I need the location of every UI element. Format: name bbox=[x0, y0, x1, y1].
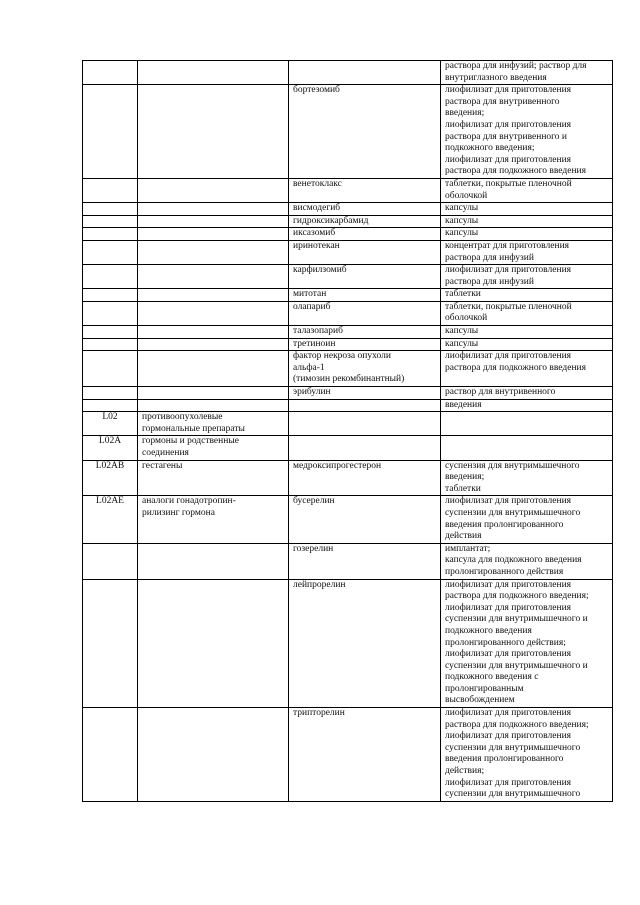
table-row bbox=[83, 338, 613, 351]
dosage-form-line: лиофилизат для приготовления bbox=[445, 85, 572, 96]
drug-name-cell bbox=[289, 579, 441, 708]
dosage-form-cell bbox=[441, 579, 613, 708]
dosage-form-line: лиофилизат для приготовления bbox=[445, 154, 572, 165]
dosage-form-cell bbox=[441, 85, 613, 179]
dosage-form-line: внутриглазного введения bbox=[445, 72, 547, 83]
dosage-form-line: раствора для подкожного введения bbox=[445, 166, 586, 177]
dosage-form-line: оболочкой bbox=[445, 190, 488, 201]
dosage-form-line: пролонгированного действия; bbox=[445, 637, 566, 648]
atc-code-cell bbox=[83, 543, 138, 579]
drug-name-cell bbox=[289, 178, 441, 202]
dosage-form-line: лиофилизат для приготовления bbox=[445, 777, 572, 788]
atc-code-cell bbox=[83, 289, 138, 302]
dosage-form-line: капсулы bbox=[445, 228, 479, 239]
dosage-form-line: раствора для подкожного введения; bbox=[445, 719, 589, 730]
atc-group-cell bbox=[138, 579, 289, 708]
atc-group-cell bbox=[138, 460, 289, 496]
atc-group-line: рилизинг гормона bbox=[142, 507, 215, 518]
drug-name-cell bbox=[289, 387, 441, 400]
atc-code-text: L02AE bbox=[96, 496, 124, 507]
dosage-form-line: суспензии для внутримышечного bbox=[445, 742, 581, 753]
atc-code-cell bbox=[83, 178, 138, 202]
dosage-form-line: таблетки, покрытые пленочной bbox=[445, 178, 572, 189]
drug-name-cell bbox=[289, 228, 441, 241]
dosage-form-line: капсулы bbox=[445, 203, 479, 214]
dosage-form-line: капсулы bbox=[445, 326, 479, 337]
table-row bbox=[83, 265, 613, 289]
drug-name-line: гозерелин bbox=[293, 543, 334, 554]
drug-name-line: висмодегиб bbox=[293, 203, 341, 214]
dosage-form-cell bbox=[441, 203, 613, 216]
table-row bbox=[83, 387, 613, 400]
drug-name-cell bbox=[289, 351, 441, 387]
dosage-form-line: лиофилизат для приготовления bbox=[445, 351, 572, 362]
atc-code-text: L02 bbox=[102, 412, 118, 423]
dosage-form-cell bbox=[441, 708, 613, 802]
dosage-form-line: суспензия для внутримышечного bbox=[445, 460, 580, 471]
dosage-form-cell bbox=[441, 351, 613, 387]
dosage-form-line: лиофилизат для приготовления bbox=[445, 731, 572, 742]
table-row bbox=[83, 240, 613, 264]
atc-code-cell bbox=[83, 215, 138, 228]
atc-group-cell bbox=[138, 203, 289, 216]
drug-name-cell bbox=[289, 240, 441, 264]
drug-name-line: фактор некроза опухоли bbox=[293, 351, 391, 362]
dosage-form-line: раствора для подкожного введения bbox=[445, 362, 586, 373]
dosage-form-line: суспензии для внутримышечного bbox=[445, 507, 581, 518]
dosage-form-cell bbox=[441, 399, 613, 412]
drug-name-line: гидроксикарбамид bbox=[293, 215, 369, 226]
dosage-form-line: лиофилизат для приготовления bbox=[445, 265, 572, 276]
drug-name-cell bbox=[289, 265, 441, 289]
dosage-form-line: раствора для инфузий bbox=[445, 276, 534, 287]
drug-name-cell bbox=[289, 215, 441, 228]
atc-code-cell bbox=[83, 326, 138, 339]
atc-group-cell bbox=[138, 436, 289, 460]
atc-group-cell bbox=[138, 228, 289, 241]
dosage-form-cell bbox=[441, 301, 613, 325]
atc-group-cell bbox=[138, 338, 289, 351]
dosage-form-line: введения; bbox=[445, 108, 485, 119]
drug-name-line: иксазомиб bbox=[293, 228, 336, 239]
atc-group-cell bbox=[138, 399, 289, 412]
dosage-form-line: действия; bbox=[445, 766, 485, 777]
atc-code-cell bbox=[83, 203, 138, 216]
dosage-form-line: раствора для инфузий bbox=[445, 252, 534, 263]
atc-code-cell bbox=[83, 351, 138, 387]
drug-name-cell bbox=[289, 708, 441, 802]
drug-name-line: лейпрорелин bbox=[293, 579, 346, 590]
dosage-form-line: лиофилизат для приготовления bbox=[445, 708, 572, 719]
dosage-form-line: пролонгированного действия bbox=[445, 566, 564, 577]
dosage-form-line: высвобождением bbox=[445, 695, 515, 706]
dosage-form-line: раствора для внутривенного и bbox=[445, 131, 568, 142]
atc-code-cell bbox=[83, 460, 138, 496]
dosage-form-line: раствор для внутривенного bbox=[445, 387, 556, 398]
table-row bbox=[83, 215, 613, 228]
dosage-form-line: подкожного введения bbox=[445, 625, 532, 636]
dosage-form-line: введения пролонгированного bbox=[445, 519, 564, 530]
dosage-form-line: концентрат для приготовления bbox=[445, 240, 570, 251]
atc-code-cell bbox=[83, 228, 138, 241]
atc-code-text: L02AB bbox=[95, 460, 125, 471]
drug-table-body bbox=[83, 61, 613, 802]
dosage-form-line: капсула для подкожного введения bbox=[445, 555, 582, 566]
atc-group-line: гормоны и родственные bbox=[142, 436, 239, 447]
drug-name-cell bbox=[289, 61, 441, 85]
atc-group-cell bbox=[138, 215, 289, 228]
dosage-form-line: раствора для внутривенного bbox=[445, 96, 560, 107]
table-row bbox=[83, 326, 613, 339]
atc-group-cell bbox=[138, 543, 289, 579]
dosage-form-line: лиофилизат для приготовления bbox=[445, 119, 572, 130]
table-row bbox=[83, 543, 613, 579]
table-row bbox=[83, 203, 613, 216]
dosage-form-cell bbox=[441, 387, 613, 400]
dosage-form-line: таблетки bbox=[445, 289, 481, 300]
dosage-form-cell bbox=[441, 228, 613, 241]
atc-group-line: противоопухолевые bbox=[142, 412, 223, 423]
drug-table bbox=[82, 60, 613, 802]
table-row bbox=[83, 228, 613, 241]
atc-group-cell bbox=[138, 85, 289, 179]
atc-group-line: гормональные препараты bbox=[142, 423, 245, 434]
atc-group-cell bbox=[138, 289, 289, 302]
table-row bbox=[83, 178, 613, 202]
table-row bbox=[83, 301, 613, 325]
dosage-form-line: суспензии для внутримышечного и bbox=[445, 660, 588, 671]
dosage-form-line: введения bbox=[445, 399, 482, 410]
atc-group-cell bbox=[138, 387, 289, 400]
atc-code-cell bbox=[83, 338, 138, 351]
atc-group-cell bbox=[138, 496, 289, 543]
drug-name-line: венетоклакс bbox=[293, 178, 342, 189]
dosage-form-cell bbox=[441, 412, 613, 436]
atc-group-cell bbox=[138, 301, 289, 325]
drug-name-cell bbox=[289, 460, 441, 496]
drug-name-line: медроксипрогестерон bbox=[293, 460, 382, 471]
drug-name-cell bbox=[289, 436, 441, 460]
dosage-form-cell bbox=[441, 338, 613, 351]
atc-group-cell bbox=[138, 351, 289, 387]
dosage-form-cell bbox=[441, 326, 613, 339]
atc-group-cell bbox=[138, 412, 289, 436]
drug-name-line: талазопариб bbox=[293, 326, 343, 337]
atc-code-cell bbox=[83, 496, 138, 543]
dosage-form-line: таблетки, покрытые пленочной bbox=[445, 301, 572, 312]
drug-name-cell bbox=[289, 301, 441, 325]
drug-name-line: (тимозин рекомбинантный) bbox=[293, 374, 405, 385]
atc-code-cell bbox=[83, 85, 138, 179]
dosage-form-line: действия bbox=[445, 531, 482, 542]
dosage-form-cell bbox=[441, 543, 613, 579]
drug-name-cell bbox=[289, 412, 441, 436]
dosage-form-cell bbox=[441, 61, 613, 85]
dosage-form-line: введения; bbox=[445, 472, 485, 483]
dosage-form-cell bbox=[441, 178, 613, 202]
dosage-form-cell bbox=[441, 240, 613, 264]
dosage-form-line: раствора для подкожного введения; bbox=[445, 591, 589, 602]
atc-code-cell bbox=[83, 399, 138, 412]
dosage-form-line: введения пролонгированного bbox=[445, 754, 564, 765]
dosage-form-line: лиофилизат для приготовления bbox=[445, 649, 572, 660]
dosage-form-line: суспензии для внутримышечного bbox=[445, 789, 581, 800]
atc-code-text: L02A bbox=[98, 436, 122, 447]
dosage-form-cell bbox=[441, 215, 613, 228]
table-row bbox=[83, 61, 613, 85]
dosage-form-line: таблетки bbox=[445, 483, 481, 494]
dosage-form-line: подкожного введения с bbox=[445, 672, 539, 683]
drug-name-line: бортезомиб bbox=[293, 85, 340, 96]
atc-group-cell bbox=[138, 708, 289, 802]
table-row bbox=[83, 399, 613, 412]
table-row bbox=[83, 579, 613, 708]
atc-code-cell bbox=[83, 708, 138, 802]
table-row bbox=[83, 289, 613, 302]
atc-code-cell bbox=[83, 301, 138, 325]
dosage-form-line: суспензии для внутримышечного и bbox=[445, 614, 588, 625]
drug-name-line: альфа-1 bbox=[293, 362, 325, 373]
atc-code-cell bbox=[83, 61, 138, 85]
table-row bbox=[83, 708, 613, 802]
dosage-form-line: раствора для инфузий; раствор для bbox=[445, 61, 587, 71]
drug-name-line: олапариб bbox=[293, 301, 331, 312]
drug-name-cell bbox=[289, 289, 441, 302]
dosage-form-line: оболочкой bbox=[445, 313, 488, 324]
atc-group-line: гестагены bbox=[142, 460, 183, 471]
drug-name-line: митотан bbox=[293, 289, 327, 300]
drug-name-line: иринотекан bbox=[293, 240, 340, 251]
dosage-form-line: капсулы bbox=[445, 215, 479, 226]
dosage-form-cell bbox=[441, 460, 613, 496]
table-row bbox=[83, 85, 613, 179]
drug-name-line: карфилзомиб bbox=[293, 265, 347, 276]
atc-code-cell bbox=[83, 436, 138, 460]
atc-group-cell bbox=[138, 326, 289, 339]
atc-code-cell bbox=[83, 265, 138, 289]
drug-name-cell bbox=[289, 496, 441, 543]
drug-name-cell bbox=[289, 203, 441, 216]
atc-group-line: аналоги гонадотропин- bbox=[142, 496, 236, 507]
dosage-form-cell bbox=[441, 265, 613, 289]
atc-code-cell bbox=[83, 240, 138, 264]
drug-name-line: бусерелин bbox=[293, 496, 335, 507]
table-row bbox=[83, 351, 613, 387]
dosage-form-line: имплантат; bbox=[445, 543, 491, 554]
drug-name-cell bbox=[289, 85, 441, 179]
atc-group-cell bbox=[138, 61, 289, 85]
drug-name-line: трипторелин bbox=[293, 708, 345, 719]
table-row bbox=[83, 412, 613, 436]
dosage-form-line: пролонгированным bbox=[445, 683, 524, 694]
table-row bbox=[83, 460, 613, 496]
drug-name-cell bbox=[289, 543, 441, 579]
dosage-form-line: лиофилизат для приготовления bbox=[445, 602, 572, 613]
atc-code-cell bbox=[83, 579, 138, 708]
atc-code-cell bbox=[83, 412, 138, 436]
table-row bbox=[83, 496, 613, 543]
drug-name-cell bbox=[289, 326, 441, 339]
drug-name-line: эрибулин bbox=[293, 387, 331, 398]
dosage-form-cell bbox=[441, 289, 613, 302]
atc-group-line: соединения bbox=[142, 448, 189, 458]
dosage-form-line: лиофилизат для приготовления bbox=[445, 496, 572, 507]
atc-group-cell bbox=[138, 240, 289, 264]
drug-name-line: третиноин bbox=[293, 338, 336, 349]
dosage-form-cell bbox=[441, 436, 613, 460]
atc-group-cell bbox=[138, 178, 289, 202]
atc-code-cell bbox=[83, 387, 138, 400]
drug-table-page bbox=[82, 60, 612, 802]
dosage-form-line: лиофилизат для приготовления bbox=[445, 579, 572, 590]
dosage-form-line: капсулы bbox=[445, 338, 479, 349]
drug-name-cell bbox=[289, 338, 441, 351]
dosage-form-line: подкожного введения; bbox=[445, 143, 535, 154]
dosage-form-cell bbox=[441, 496, 613, 543]
atc-group-cell bbox=[138, 265, 289, 289]
table-row bbox=[83, 436, 613, 460]
drug-name-cell bbox=[289, 399, 441, 412]
